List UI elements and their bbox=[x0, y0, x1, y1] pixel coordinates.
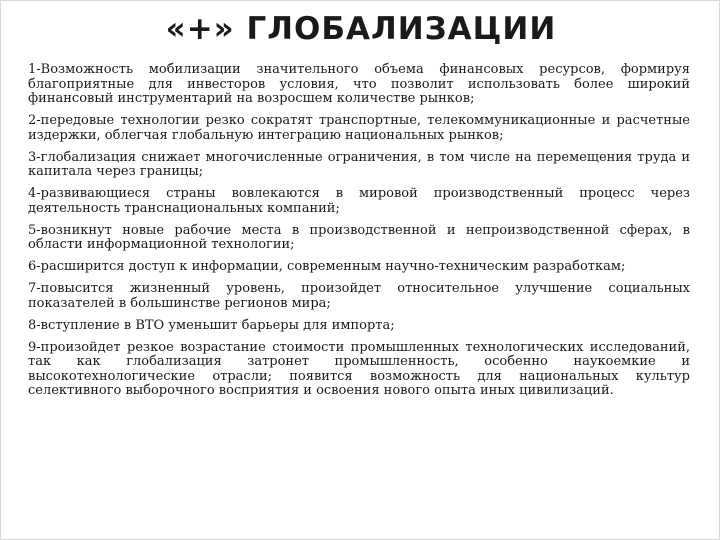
advantages-list bbox=[28, 63, 690, 406]
list-item-4: 4-развивающиеся страны вовлекаются в мировой производственный процесс через деятельность транснациональных компаний; bbox=[28, 186, 690, 216]
list-item-8: 8-вступление в ВТО уменьшит барьеры для импорта; bbox=[28, 317, 395, 333]
list-item-5: 5-возникнут новые рабочие места в производственной и непроизводственной сферах, в области информационной технологии; bbox=[28, 222, 690, 252]
list-item-3: 3-глобализация снижает многочисленные ограничения, в том числе на перемещения труда и капитала через границы; bbox=[28, 149, 690, 179]
list-item-6: 6-расширится доступ к информации, современным научно-техническим разработкам; bbox=[28, 259, 626, 274]
list-item-1: 1-Возможность мобилизации значительного объема финансовых ресурсов, формируя благоприятные для инвесторов условия, что позволит использовать более широкий финансовый инструментарий на возросшем количестве рынков; bbox=[28, 62, 690, 106]
list-item-9: 9-произойдет резкое возрастание стоимости промышленных технологических исследований, так как глобализация затронет промышленность, особенно наукоемкие и высокотехнологические отрасли; появится возможность для национальных культур селективного выборочного восприятия и освоения нового опыта иных цивилизаций. bbox=[28, 339, 690, 398]
list-item-7: 7-повысится жизненный уровень, произойдет относительное улучшение социальных показателей в большинстве регионов мира; bbox=[28, 281, 690, 311]
slide-top-border bbox=[11, 1, 711, 7]
slide-title: «+» ГЛОБАЛИЗАЦИИ bbox=[165, 11, 557, 47]
list-item-2: 2-передовые технологии резко сократят транспортные, телекоммуникационные и расчетные издержки, облегчая глобальную интеграцию национальных рынков; bbox=[28, 113, 690, 143]
